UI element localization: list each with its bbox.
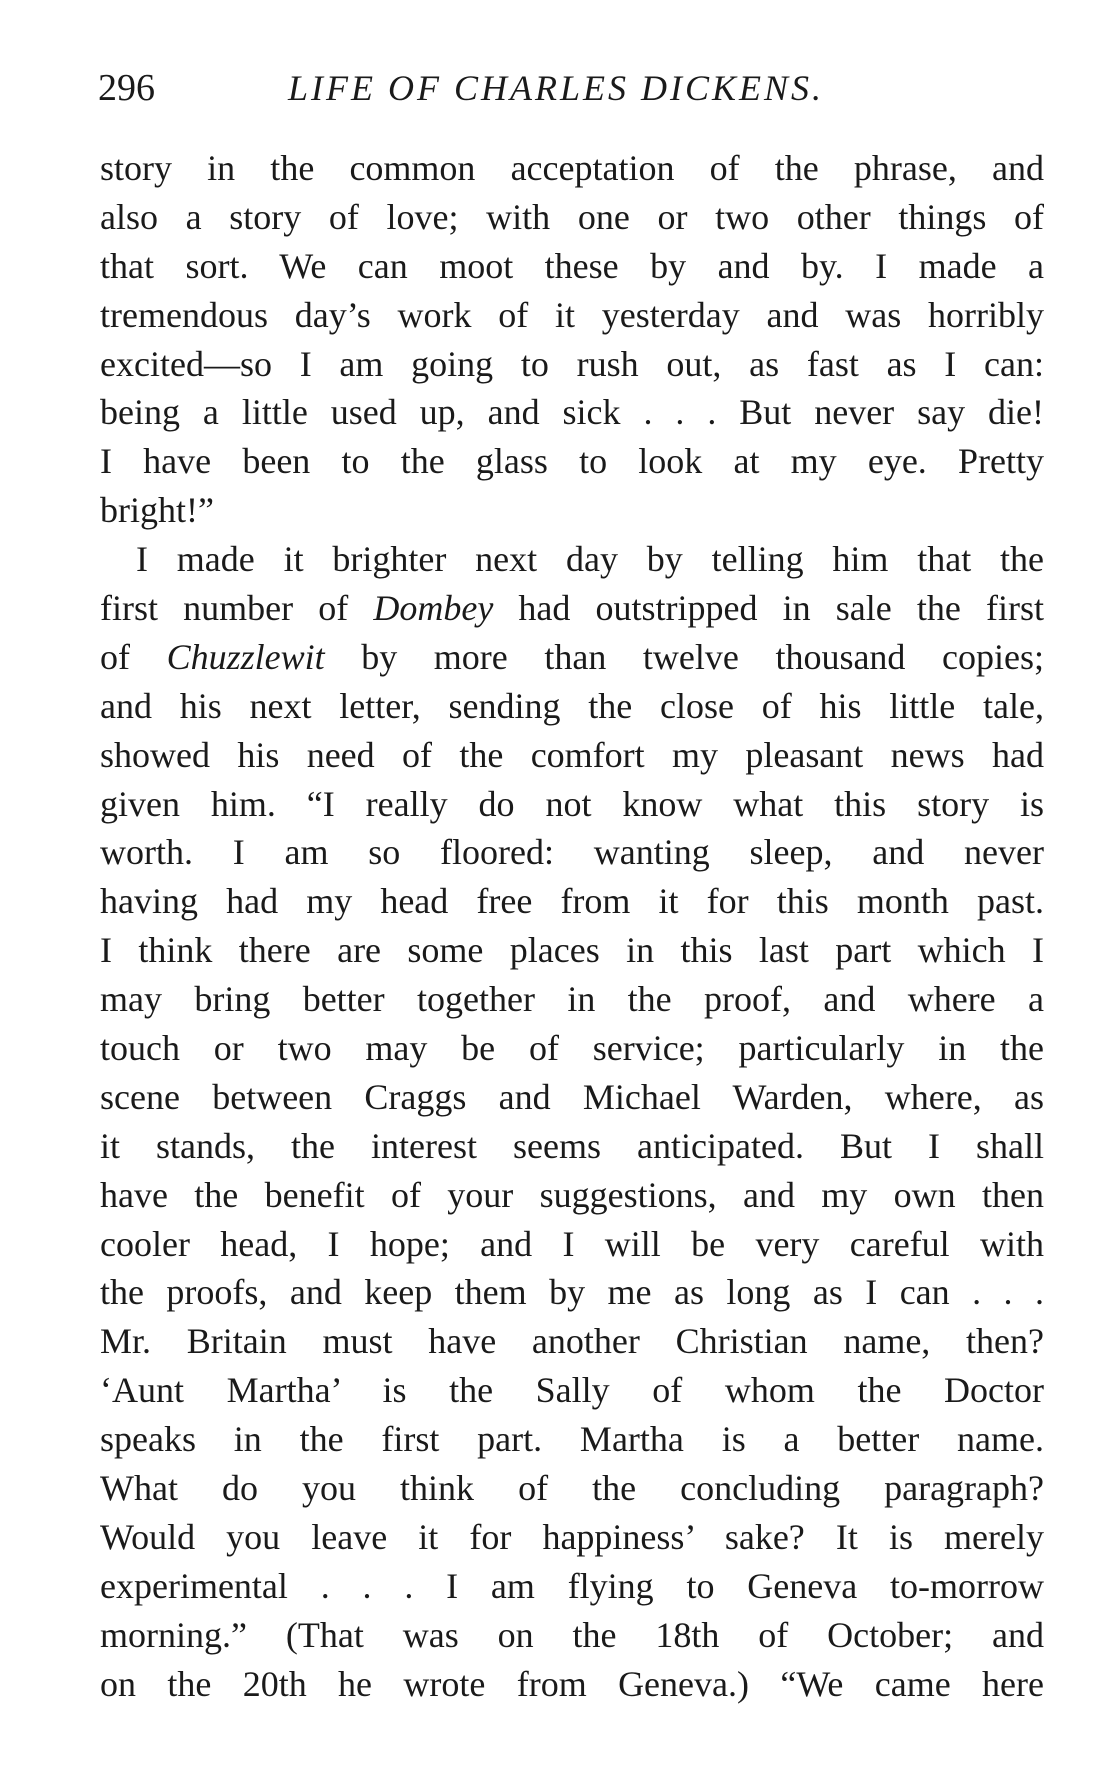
text-line: worth. I am so floored: wanting sleep, and never [100, 832, 1044, 873]
text-line [100, 633, 1044, 682]
body-text [100, 144, 1044, 1709]
text-line: I made it brighter next day by telling him that the [136, 539, 1044, 580]
text-line: given him. “I really do not know what this story is [100, 783, 1044, 824]
text-line: Mr. Britain must have another Christian name, then? [100, 1321, 1044, 1362]
text-line: scene between Craggs and Michael Warden, where, as [100, 1076, 1044, 1117]
text-line: having had my head free from it for this month past. [100, 881, 1044, 922]
text-line: ‘Aunt Martha’ is the Sally of whom the Doctor [100, 1370, 1044, 1411]
text-line: excited—so I am going to rush out, as fast as I can: [100, 343, 1044, 384]
text-line: Would you leave it for happiness’ sake? It is merely [100, 1516, 1044, 1557]
text-line: tremendous day’s work of it yesterday and was horribly [100, 294, 1044, 335]
text-line: I have been to the glass to look at my eye. Pretty [100, 441, 1044, 482]
book-title-chuzzlewit: Chuzzlewit [166, 636, 325, 677]
text-line: story in the common acceptation of the phrase, and [100, 148, 1044, 188]
text-line: it stands, the interest seems anticipated. But I shall [100, 1125, 1044, 1166]
text-segment: had outstripped in sale the first [493, 588, 1044, 629]
text-segment: first number of [100, 588, 374, 629]
text-line: being a little used up, and sick . . . But never say die! [100, 392, 1044, 433]
text-line: the proofs, and keep them by me as long as I can . . . [100, 1272, 1044, 1313]
page-header [98, 58, 1038, 118]
text-line: bright!” [100, 490, 214, 531]
text-line: cooler head, I hope; and I will be very careful with [100, 1223, 1044, 1264]
text-line: showed his need of the comfort my pleasant news had [100, 734, 1044, 775]
text-line: may bring better together in the proof, and where a [100, 979, 1044, 1020]
text-line: also a story of love; with one or two other things of [100, 196, 1044, 237]
text-line: morning.” (That was on the 18th of October; and [100, 1614, 1044, 1655]
text-segment: by more than twelve thousand copies; [324, 636, 1044, 677]
book-title-dombey: Dombey [373, 588, 494, 629]
running-title: LIFE OF CHARLES DICKENS. [288, 68, 824, 108]
text-line: and his next letter, sending the close of his little tale, [100, 685, 1044, 726]
text-line [100, 584, 1044, 633]
text-line: experimental . . . I am flying to Geneva to-morrow [100, 1565, 1044, 1606]
text-line: on the 20th he wrote from Geneva.) “We came here [100, 1663, 1044, 1704]
text-line: What do you think of the concluding paragraph? [100, 1468, 1044, 1509]
text-line: speaks in the first part. Martha is a better name. [100, 1419, 1044, 1460]
text-line: that sort. We can moot these by and by. I made a [100, 245, 1044, 286]
text-line: I think there are some places in this last part which I [100, 930, 1044, 971]
page-number: 296 [98, 67, 155, 109]
text-line: touch or two may be of service; particularly in the [100, 1028, 1044, 1069]
text-segment: of [100, 636, 167, 677]
text-line: have the benefit of your suggestions, and my own then [100, 1174, 1044, 1215]
